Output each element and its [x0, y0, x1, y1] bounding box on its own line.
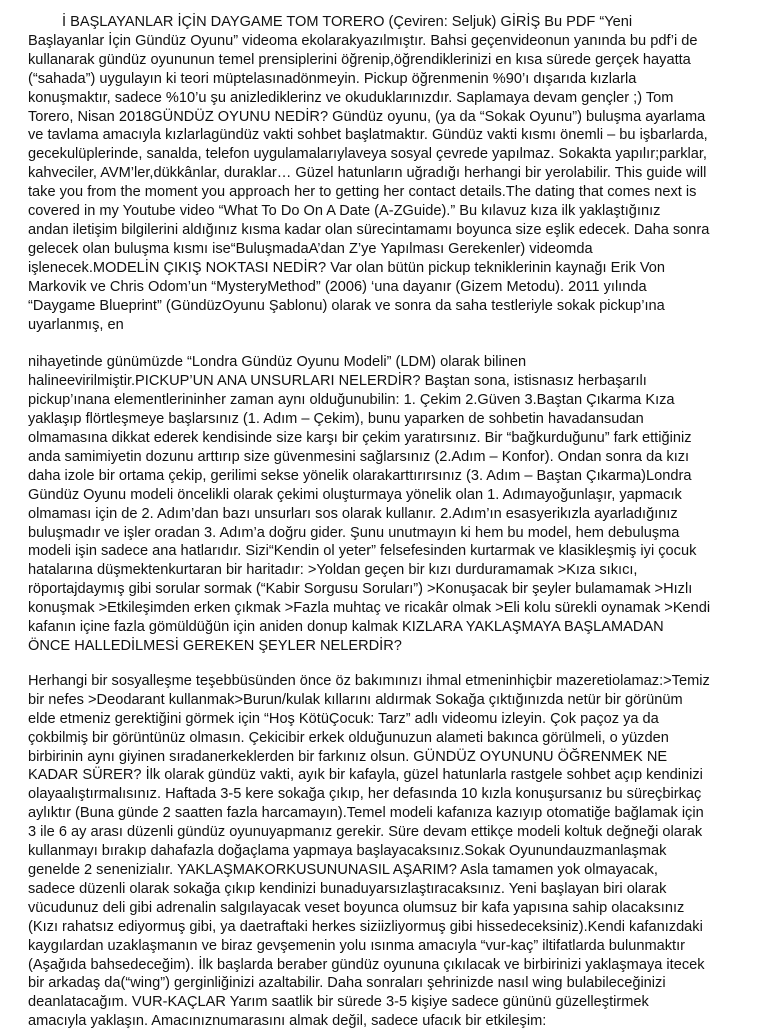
text-line: olmaması için de 2. Adım’dan bazı unsurları sos olarak kullanır. 2.Adım’ın esasyerikızla ayarladığınız — [28, 505, 678, 522]
paragraph-gap — [28, 656, 768, 672]
text-line: deanlatacağım. VUR-KAÇLAR Yarım saatlik bir sürede 3-5 kişiye sadece gününü güzelleştirmek — [28, 994, 649, 1011]
text-line: uyarlanmış, en — [28, 316, 124, 333]
paragraph-pickup-elements — [28, 353, 768, 656]
paragraph-introduction — [28, 13, 768, 334]
text-line: Torero, Nisan 2018GÜNDÜZ OYUNU NEDİR? Gündüz oyunu, (ya da “Sokak Oyunu”) buluşma ayarlama — [28, 108, 706, 125]
text-line: (Kızı rahatsız ediyormuş gibi, ya daetraftaki herkes siziizliyormuş gibi hissedeceksiniz).Kendi kafanızdaki — [28, 918, 703, 935]
text-line: 3 ile 6 ay arası düzenli gündüz oyunuyapmanız gerekir. Süre devam ettikçe modeli koltuk değneği olarak — [28, 824, 703, 841]
text-line: kahveciler, AVM’ler,dükkânlar, duraklar… Güzel hatunların uğradığı herhangi bir yerolabilir. This guide will — [28, 165, 707, 182]
text-line: kaygılardan uzaklaşmanın ve biraz gevşemenin yolu ısınma amacıyla “vur-kaç” iltifatlarda bulunmaktır — [28, 937, 686, 954]
text-line: elde etmeniz gerektiğini görmek için “Hoş KötüÇocuk: Tarz” adlı videomu izleyin. Çok paçoz ya da — [28, 710, 659, 727]
text-line: amacıyla yaklaşın. Amacınıznumarasını almak değil, sadece ufacık bir etkileşim: — [28, 1013, 547, 1030]
text-line: olayaalıştırmalısınız. Haftada 3-5 kere sokağa çıkıp, her defasında 10 kızla konuşursanız bu süreçbirkaç — [28, 786, 702, 803]
text-line: işlenecek.MODELİN ÇIKIŞ NOKTASI NEDİR? Var olan bütün pickup tekniklerinin kaynağı Erik Von — [28, 259, 665, 276]
text-line: andan iletişim bilgilerini aldığınız kısma kadar olan sürecintamamı boyunca size eşlik edecek. Daha sonra — [28, 221, 710, 238]
text-line: anda samimiyetin dozunu arttırıp size güvenmesini sağlarsınız (2.Adım – Konfor). Ondan sonra da kızı — [28, 448, 690, 465]
text-line: nihayetinde günümüzde “Londra Gündüz Oyunu Modeli” (LDM) olarak bilinen — [28, 354, 527, 371]
text-line: (Aşağıda bahsedeceğim). İlk başlarda beraber gündüz oyununa çıkılacak ve birbirinizi yaklaşmaya itecek — [28, 956, 705, 973]
text-line: daha izole bir ortama çekip, gerilimi sekse yönelik olarakarttırırsınız (3. Adım – Baştan Çıkarma)Londra — [28, 467, 692, 484]
text-line: gecekulüplerinde, sanalda, telefon uygulamalarıylaveya sosyal çevrede yapılmaz. Sokakta yapılır;parklar, — [28, 146, 707, 163]
text-line: yaklaşıp flörtleşmeye başlarsınız (1. Adım – Çekim), bunu yaparken de sohbetin havadansudan — [28, 411, 644, 428]
text-line: konuşmak >Etkileşimden erken çıkmak >Fazla muhtaç ve ricakâr olmak >Eli kolu sürekli oynamak >Kendi — [28, 600, 711, 617]
text-line: genelde 2 senenizialır. YAKLAŞMAKORKUSUNUNASIL AŞARIM? Asla tamamen yok olmayacak, — [28, 861, 658, 878]
text-line: vücudunuz deli gibi adrenalin salgılayacak veset boyunca olumsuz bir kafa yapısına sahip olacaksınız — [28, 899, 685, 916]
text-line: hatalarına düşmektenkurtaran bir haritadır: >Yoldan geçen bir kızı durduramamak >Kıza sıkıcı, — [28, 562, 638, 579]
text-line: birbirinin aynı giyinen sıradanerkeklerden bir farkınız olsun. GÜNDÜZ OYUNUNU ÖĞRENMEK NE — [28, 748, 668, 765]
text-line: covered in my Youtube video “What To Do On A Date (A-ZGuide).” Bu kılavuz kıza ilk yaklaştığınız — [28, 203, 661, 220]
text-line: take you from the moment you approach her to getting her contact details.The dating that comes next is — [28, 184, 697, 201]
text-line: kullanarak gündüz oyununun temel prensiplerini öğrenip,öğrendiklerinizi en kısa sürede gerçek hayatta — [28, 51, 691, 68]
text-line: bir arkadaş da(“wing”) gerginliğinizi azaltabilir. Daha sonraları şehrinizde nasıl wing bulabileceğinizi — [28, 975, 666, 992]
text-line: çokbilmiş bir görüntünüz olmasın. Çekicibir erkek olduğunuzun alameti bakınca görülmeli, o yüzden — [28, 729, 669, 746]
text-line: modeli işin sadece ana hatlarıdır. Sizi“Kendin ol yeter” felsefesinden kurtarmak ve klasikleşmiş iyi çocuk — [28, 543, 697, 560]
text-line: kullanmayı bırakıp dahafazla doğaçlama yapmaya başlayacaksınız.Sokak Oyunundauzmanlaşmak — [28, 843, 667, 860]
text-line: Gündüz Oyunu modeli öncelikli olarak çekimi oluşturmaya yönelik olan 1. Adımayoğunlaşır, yapmacık — [28, 486, 682, 503]
text-line: konuşmaktır, sadece %10’u şu anizlediklerinz ve okuduklarınızdır. Saplamaya devam gençler ;) Tom — [28, 89, 674, 106]
text-line: buluşmadır ve işler oradan 3. Adım’a doğru gider. Şunu unutmayın ki hem bu model, hem debuluşma — [28, 524, 680, 541]
text-line: sadece düzenli olarak sokağa çıkıp kendinizi bunaduyarsızlaştıracaksınız. Yeni başlayan biri olarak — [28, 880, 667, 897]
text-line: röportajdaymış gibi sorular sormak (“Kabir Sorgusu Soruları”) >Konuşacak bir şeyler bulamamak >Hızlı — [28, 581, 693, 598]
text-line: (“sahada”) uygulayın ki teori müptelasınadönmeyin. Pickup öğrenmenin %90’ı dışarıda kızlarla — [28, 70, 637, 87]
text-line: ve tavlama amacıyla kızlarlagündüz vakti sohbet başlatmaktır. Gündüz vakti kısmı önemli – bu işbarlarda, — [28, 127, 708, 144]
text-line: KADAR SÜRER? İlk olarak gündüz vakti, ayık bir kafayla, güzel hatunlarla rastgele sohbet açıp kendinizi — [28, 767, 703, 784]
paragraph-preparation — [28, 672, 768, 1031]
document-page — [28, 13, 768, 1031]
text-line: aylıktır (Buna günde 2 saatten fazla harcamayın).Temel modeli kafanıza kazıyıp otomatiğe bağlamak için — [28, 805, 704, 822]
text-line: bir nefes >Deodarant kullanmak>Burun/kulak kıllarını aldırmak Sokağa çıktığınızda netür bir görünüm — [28, 691, 683, 708]
text-line: İ BAŞLAYANLAR İÇİN DAYGAME TOM TORERO (Çeviren: Seljuk) GİRİŞ Bu PDF “Yeni — [62, 14, 633, 30]
text-line: Markovik ve Chris Odom’un “MysteryMethod” (2006) ‘una dayanır (Gizem Metodu). 2011 yılında — [28, 278, 647, 295]
text-line: “Daygame Blueprint” (GündüzOyunu Şablonu) olarak ve sonra da saha testleriyle sokak pickup’ına — [28, 297, 665, 314]
text-line: olmamasına dikkat ederek kendisinde size karşı bir çekim yaratırsınız. Bir “bağkurduğunu” fark ettiğiniz — [28, 430, 692, 447]
text-line: gelecek olan buluşma kısmı ise“BuluşmadaA’dan Z’ye Yapılması Gerekenler) videomda — [28, 240, 593, 257]
paragraph-gap — [28, 334, 768, 353]
text-line: halineevirilmiştir.PICKUP’UN ANA UNSURLARI NELERDİR? Baştan sona, istisnasız herbaşarılı — [28, 373, 647, 390]
text-line: ÖNCE HALLEDİLMESİ GEREKEN ŞEYLER NELERDİR? — [28, 638, 402, 654]
text-line: kafanın içine fazla gömüldüğün için aniden donup kalmak KIZLARA YAKLAŞMAYA BAŞLAMADAN — [28, 619, 664, 636]
text-line: pickup’ınana elementlerininher zaman aynı olduğunubilin: 1. Çekim 2.Güven 3.Baştan Çıkarma Kıza — [28, 392, 675, 409]
text-line: Başlayanlar İçin Gündüz Oyunu” videoma ekolarakyazılmıştır. Bahsi geçenvideonun yanında bu pdf’i de — [28, 32, 698, 49]
text-line: Herhangi bir sosyalleşme teşebbüsünden önce öz bakımınızı ihmal etmeninhiçbir mazeretiolamaz:>Temiz — [28, 672, 710, 689]
